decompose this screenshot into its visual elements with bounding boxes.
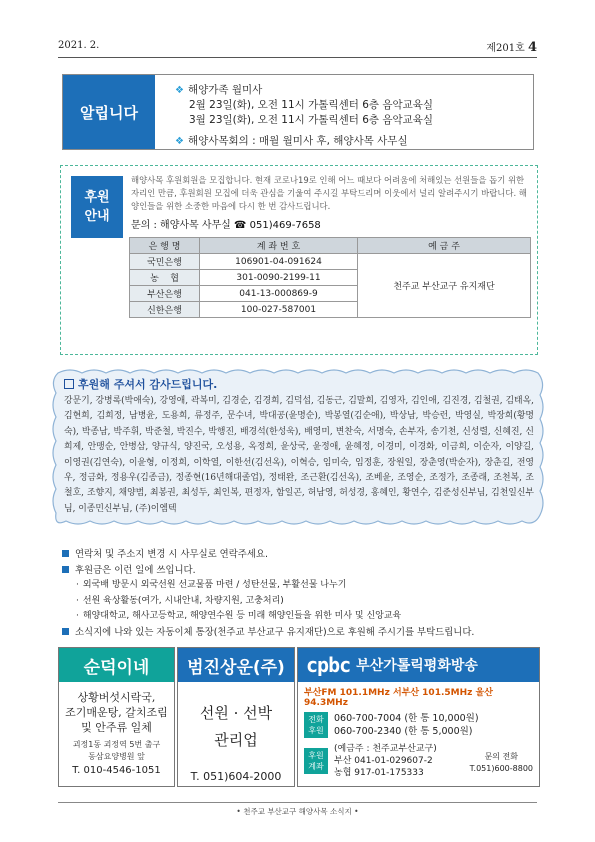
ad-beomjin-name: 범진상운(주) xyxy=(178,648,294,682)
ad-cpbc-inquiry: 문의 전화 T.051)600-8800 xyxy=(469,752,533,773)
thanks-content xyxy=(64,376,534,517)
square-bullet-icon xyxy=(64,379,74,389)
ads-section xyxy=(58,647,540,787)
ad-cpbc-phone-donation: 전화 후원060-700-7004 (한 통 10,000원) 060-700-2340 (한 통 5,000원) xyxy=(304,712,479,738)
footer-divider xyxy=(58,802,537,803)
info-item: 연락처 및 주소지 변경 시 사무실로 연락주세요. xyxy=(62,547,542,563)
issue-number: 제201호 4 xyxy=(486,40,537,55)
info-list xyxy=(62,547,542,640)
sponsor-contact: 문의 : 해양사목 사무실 ☎ 051)469-7658 xyxy=(131,220,321,231)
ad-beomjin-service: 선원 · 선박 관리업 xyxy=(199,704,273,749)
ad-sundeok-address: 괴정1동 괴정역 5번 출구 동삼요양병원 앞 xyxy=(72,740,161,761)
diamond-bullet-icon: ❖ xyxy=(175,136,184,147)
notice-item-meeting: ❖ 해양사목회의 : 매월 월미사 후, 해양사목 사무실 xyxy=(175,135,408,147)
dot-bullet-icon: · xyxy=(76,611,79,621)
account-holder: 천주교 부산교구 유지재단 xyxy=(358,254,531,318)
cpbc-logo: cpbc xyxy=(306,653,351,677)
table-row: 신한은행 100-027-587001 xyxy=(130,302,531,318)
ad-sundeok-name: 순덕이네 xyxy=(59,648,174,682)
donor-names: 강문기, 강병록(박애숙), 강영애, 곽복미, 김경순, 김경희, 김덕섭, 김동근, 김말희, 김영자, 김인애, 김진경, 김철권, 김태옥, 김현희, 김희정, 남병윤, 도용희, 류정주, 문수녀, 박대공(윤명순), 박봉열(김순애), 박상남, 박승런, 박영실, 박장희(황명숙), 박종남, 박주휘, 박준철, 박진수, 박행진, 배경석(한성욱), 배영미, 변찬숙, 서명숙, 손부자, 송기천, 신성렬, 신혜진, 신희제, 안맹순, 안병삼, 양규식, 양진국, 오성용, 옥정희, 윤상국, 윤정애, 윤혜정, 이경미, 이경화, 이금희, 이순자, 이양길, 이영권(김연숙), 이윤형, 이정희, 이학열, 이한선(김선옥), 이혁승, 임미숙, 임정훈, 장원일, 장춘영(박순자), 장춘길, 전영우, 정금화, 정용우(김종금), 정종현(16년해대졸업), 정태완, 조근환(김선옥), 조베윤, 조영순, 조정가, 조종래, 조천복, 조철호, 조향지, 채양범, 최봉권, 최성두, 최인복, 편정자, 함일곤, 허남영, 허성경, 홍혜인, 황연수, 김준성신부님, 김천일신부님, 이종민신부님, (주)이엠텍 xyxy=(64,396,534,514)
square-bullet-icon xyxy=(62,566,69,573)
table-row: 농 협 301-0090-2199-11 xyxy=(130,270,531,286)
sponsor-box xyxy=(60,165,538,355)
table-row: 국민은행 106901-04-091624 천주교 부산교구 유지재단 xyxy=(130,254,531,270)
bank-account-table xyxy=(129,237,531,318)
phone-donation-tag: 전화 후원 xyxy=(304,712,328,738)
ad-beomjin-tel: T. 051)604-2000 xyxy=(190,770,282,783)
notice-body xyxy=(175,83,433,149)
ad-sundeok xyxy=(58,647,175,787)
table-header-row xyxy=(130,238,531,254)
col-bank-header: 은 행 명 xyxy=(130,238,200,254)
ad-cpbc-frequencies: 부산FM 101.1MHz 서부산 101.5MHz 울산 94.3MHz xyxy=(298,682,539,711)
info-subitem: · 선원 육상활동(여가, 시내안내, 차량지원, 고충처리) xyxy=(76,595,284,606)
info-item: 소식지에 나와 있는 자동이체 통장(천주교 부산교구 유지재단)으로 후원해 주시기를 부탁드립니다. xyxy=(62,625,542,641)
diamond-bullet-icon: ❖ xyxy=(175,85,184,96)
col-account-header: 계 좌 번 호 xyxy=(200,238,358,254)
notice-item-mass: ❖ 해양가족 월미사 xyxy=(175,84,263,96)
page-header xyxy=(58,36,537,54)
header-divider xyxy=(58,57,537,58)
info-subitem: · 해양대학교, 해사고등학교, 해양연수원 등 미래 해양인들을 위한 미사 및 신앙교육 xyxy=(76,611,402,621)
thanks-box xyxy=(50,367,546,527)
notice-box xyxy=(62,74,534,150)
sponsor-intro: 해양사목 후원회원을 모집합니다. 현재 코로나19로 인해 어느 때보다 어려움에 처해있는 선원들을 돕기 위한 자리인 만큼, 후원회원 모집에 더욱 관심을 기울여 주시길 부탁드리며 이웃에서 널리 알려주시기 바랍니다. 해양인들을 위한 소중한 마음에 다시 한 번 감사드립니다. xyxy=(131,175,527,211)
notice-label: 알립니다 xyxy=(63,75,155,149)
notice-schedule-mar: 3월 23일(화), 오전 11시 가톨릭센터 6층 음악교육실 xyxy=(189,114,434,126)
ad-beomjin xyxy=(177,647,295,787)
ad-cpbc xyxy=(297,647,540,787)
dot-bullet-icon: · xyxy=(76,595,79,606)
sponsor-label: 후원 안내 xyxy=(71,176,123,238)
ad-sundeok-menu: 상황버섯시락국, 조기매운탕, 갈치조림 및 안주류 일체 xyxy=(65,691,168,734)
ad-cpbc-bank-accounts: 후원 계좌(예금주 : 천주교부산교구) 부산 041-01-029607-2 농협 917-01-175333 xyxy=(304,743,437,779)
dot-bullet-icon: · xyxy=(76,580,79,590)
square-bullet-icon xyxy=(62,628,69,635)
info-item: 후원금은 이런 일에 쓰입니다. xyxy=(62,563,542,579)
ad-cpbc-header xyxy=(298,648,539,682)
col-holder-header: 예 금 주 xyxy=(358,238,531,254)
bank-account-tag: 후원 계좌 xyxy=(304,748,328,774)
thanks-title: 후원해 주셔서 감사드립니다. xyxy=(64,376,534,392)
table-row: 부산은행 041-13-000869-9 xyxy=(130,286,531,302)
ad-cpbc-name: 부산가톨릭평화방송 xyxy=(356,658,478,674)
square-bullet-icon xyxy=(62,550,69,557)
issue-date: 2021. 2. xyxy=(58,40,100,51)
page-footer: • 천주교 부산교구 해양사목 소식지 • xyxy=(236,807,359,816)
ad-sundeok-tel: T. 010-4546-1051 xyxy=(72,765,161,776)
info-subitem: · 외국배 방문시 외국선원 선교물품 마련 / 성탄선물, 부활선물 나누기 xyxy=(76,580,347,590)
notice-schedule-feb: 2월 23일(화), 오전 11시 가톨릭센터 6층 음악교육실 xyxy=(189,99,434,111)
page-number: 4 xyxy=(527,40,537,55)
